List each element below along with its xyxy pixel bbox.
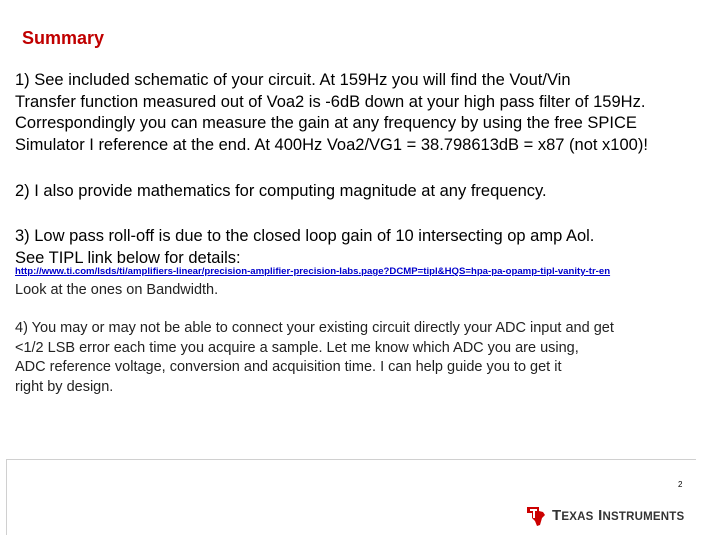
ti-wordmark [552, 507, 684, 525]
page-title: Summary [22, 28, 105, 48]
logo-word2-rest: NSTRUMENTS [602, 511, 685, 523]
logo-word2-initial: I [598, 507, 603, 524]
paragraph-3 [15, 226, 594, 269]
paragraph-2-line: 2) I also provide mathematics for computing magnitude at any frequency. [15, 182, 547, 200]
tipl-link[interactable]: http://www.ti.com/lsds/ti/amplifiers-linear/precision-amplifier-precision-labs.page?DCMP=tipl&HQS=hpa-pa-opamp-tipl-vanity-tr-en [15, 266, 611, 277]
paragraph-4-line: right by design. [15, 378, 114, 395]
paragraph-1-line: Transfer function measured out of Voa2 is -6dB down at your high pass filter of 159Hz. [15, 92, 646, 111]
logo-word1-rest: EXAS [561, 511, 594, 523]
paragraph-4-line: 4) You may or may not be able to connect your existing circuit directly your ADC input and get [15, 320, 614, 336]
page-number: 2 [678, 480, 683, 489]
paragraph-3-line: 3) Low pass roll-off is due to the closed loop gain of 10 intersecting op amp Aol. [15, 227, 595, 245]
ti-logo-icon [526, 505, 546, 527]
paragraph-2 [15, 181, 547, 203]
paragraph-1-line: 1) See included schematic of your circuit. At 159Hz you will find the Vout/Vin [15, 71, 571, 89]
paragraph-1-line: Simulator I reference at the end. At 400Hz Voa2/VG1 = 38.798613dB = x87 (not x100)! [15, 135, 648, 154]
paragraph-4-line: <1/2 LSB error each time you acquire a sample. Let me know which ADC you are using, [15, 339, 579, 356]
bandwidth-note: Look at the ones on Bandwidth. [15, 282, 219, 298]
logo-word1-initial: T [552, 507, 562, 524]
paragraph-4 [15, 319, 614, 397]
paragraph-1 [15, 70, 648, 156]
paragraph-3-line: See TIPL link below for details: [15, 248, 241, 267]
ti-logo [526, 505, 684, 527]
paragraph-4-line: ADC reference voltage, conversion and acquisition time. I can help guide you to get it [15, 359, 562, 375]
paragraph-1-line: Correspondingly you can measure the gain at any frequency by using the free SPICE [15, 114, 637, 132]
